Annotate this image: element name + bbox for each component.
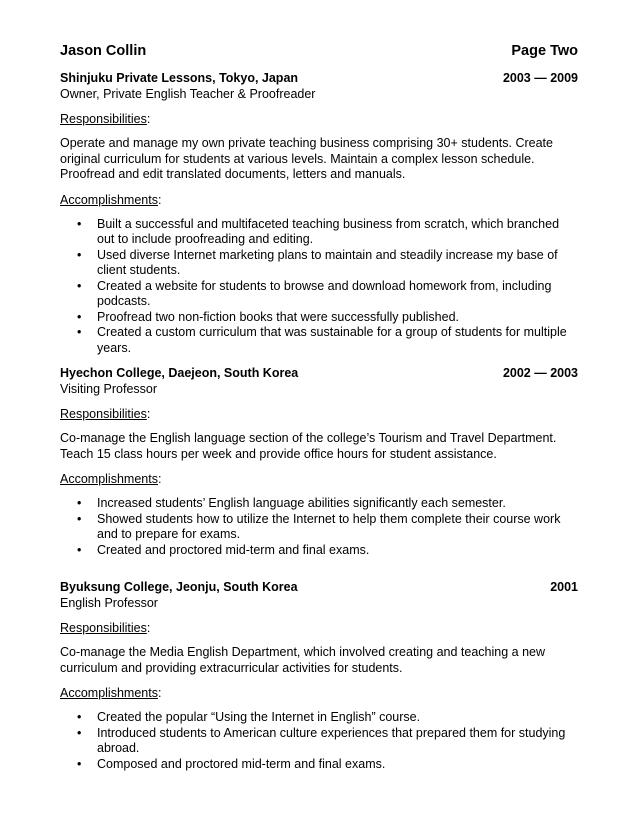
responsibilities-text: Co-manage the English language section of the college’s Tourism and Travel Department. Teach 15 class hours per week and provide office hours for student assistance. <box>60 431 557 461</box>
accomplishments-heading: Accomplishments: <box>60 192 162 207</box>
job-title: Visiting Professor <box>60 382 158 396</box>
job-heading <box>60 579 578 595</box>
job-entry <box>60 579 578 772</box>
responsibilities-text: Co-manage the Media English Department, which involved creating and teaching a new curriculum and providing extracurricular activities for students. <box>60 645 546 675</box>
list-item: • Composed and proctored mid-term and final exams. <box>77 756 386 771</box>
bullet-icon: • <box>77 710 82 724</box>
job-entry <box>60 70 578 356</box>
section-spacer <box>60 567 578 579</box>
list-item: • Created and proctored mid-term and final exams. <box>77 542 370 557</box>
job-heading <box>60 70 578 86</box>
responsibilities-text: Operate and manage my own private teaching business comprising 30+ students. Create original curriculum for students at various levels. Maintain a complex lesson schedule. Proofread and edit translated documents, letters and manuals. <box>60 136 553 181</box>
bullet-icon: • <box>77 247 82 262</box>
candidate-name: Jason Collin <box>60 43 147 59</box>
bullet-icon: • <box>77 216 82 231</box>
bullet-icon: • <box>77 725 82 740</box>
bullet-icon: • <box>77 496 82 510</box>
accomplishments-heading: Accomplishments: <box>60 686 162 700</box>
bullet-icon: • <box>77 756 82 771</box>
bullet-icon: • <box>77 542 82 557</box>
responsibilities-heading: Responsibilities: <box>60 112 151 126</box>
list-item: • Created the popular “Using the Internet in English” course. <box>77 710 421 724</box>
accomplishments-list <box>60 496 578 558</box>
job-dates: 2001 <box>550 580 578 594</box>
list-item: • Built a successful and multifaceted teaching business from scratch, which branched out to include proofreading and editing. <box>77 216 560 246</box>
list-item: • Created a website for students to browse and download homework from, including podcasts. <box>77 278 552 308</box>
accomplishments-list <box>60 710 578 772</box>
employer-name: Shinjuku Private Lessons, Tokyo, Japan <box>60 71 299 85</box>
job-title: English Professor <box>60 596 158 610</box>
list-item: • Showed students how to utilize the Internet to help them complete their course work and to prepare for exams. <box>77 511 561 541</box>
page-header <box>60 42 578 60</box>
resume-page <box>60 42 578 781</box>
responsibilities-heading: Responsibilities: <box>60 407 151 421</box>
list-item: • Increased students’ English language abilities significantly each semester. <box>77 496 506 510</box>
employer-name: Hyechon College, Daejeon, South Korea <box>60 366 299 380</box>
bullet-icon: • <box>77 325 82 339</box>
page-number-label: Page Two <box>511 43 578 59</box>
bullet-icon: • <box>77 511 82 526</box>
bullet-icon: • <box>77 309 82 324</box>
list-item: • Proofread two non-fiction books that were successfully published. <box>77 309 459 324</box>
job-dates: 2003 — 2009 <box>502 71 578 85</box>
responsibilities-heading: Responsibilities: <box>60 621 151 635</box>
bullet-icon: • <box>77 278 82 293</box>
list-item: • Used diverse Internet marketing plans to maintain and steadily increase my base of client students. <box>77 247 558 277</box>
job-dates: 2002 — 2003 <box>502 366 578 380</box>
accomplishments-heading: Accomplishments: <box>60 472 162 486</box>
list-item: • Introduced students to American culture experiences that prepared them for studying abroad. <box>77 725 566 755</box>
job-title: Owner, Private English Teacher & Proofreader <box>60 87 316 101</box>
job-heading <box>60 365 578 381</box>
list-item: • Created a custom curriculum that was sustainable for a group of students for multiple years. <box>77 325 567 355</box>
employer-name: Byuksung College, Jeonju, South Korea <box>60 580 298 594</box>
accomplishments-list <box>60 217 578 357</box>
job-entry <box>60 365 578 558</box>
